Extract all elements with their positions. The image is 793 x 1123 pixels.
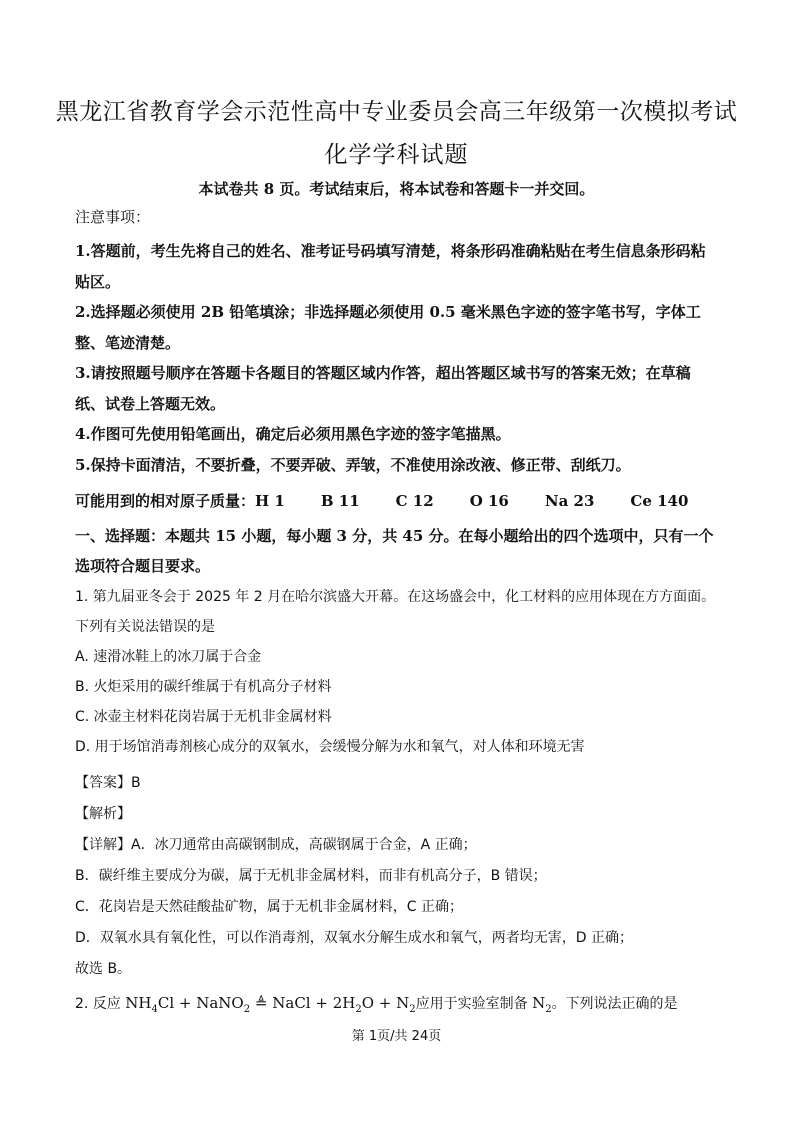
- option-c: C. 冰壶主材料花岗岩属于无机非金属材料: [75, 709, 332, 725]
- note-item: 5.保持卡面清洁，不要折叠，不要弄破、弄皱，不准使用涂改液、修正带、刮纸刀。: [75, 455, 631, 474]
- notes-list: [75, 236, 720, 480]
- subject-title: 化学学科试题: [324, 142, 469, 168]
- page-footer: 第 1页/共 24页: [351, 1029, 442, 1044]
- eq-subscript: 2: [243, 1004, 251, 1015]
- exam-subtitle: 本试卷共 8 页。考试结束后，将本试卷和答题卡一并交回。: [198, 180, 595, 198]
- note-item: 4.作图可先使用铅笔画出，确定后必须用黑色字迹的签字笔描黑。: [75, 425, 511, 443]
- atomic-masses-label: 可能用到的相对原子质量：: [75, 492, 256, 510]
- reaction-equation: [125, 994, 416, 1015]
- question-2-middle: 应用于实验室制备: [415, 996, 528, 1012]
- question-2: [75, 993, 720, 1015]
- question-2-suffix: 。下列说法正确的是: [551, 996, 678, 1012]
- atomic-masses: [75, 490, 720, 511]
- question-stem: 1. 第九届亚冬会于 2025 年 2 月在哈尔滨盛大开幕。在这场盛会中，化工材料的应用体现在方方面面。下列有关说法错误的是: [75, 589, 716, 635]
- section-heading: 一、选择题：本题共 15 小题，每小题 3 分，共 45 分。在每小题给出的四个选项中，只有一个选项符合题目要求。: [75, 527, 714, 575]
- detail-line: 【详解】A．冰刀通常由高碳钢制成，高碳钢属于合金，A 正确；: [75, 837, 477, 853]
- atomic-mass-item: Ce 140: [630, 492, 689, 510]
- eq-subscript: 4: [151, 1004, 158, 1015]
- atomic-mass-item: H 1: [255, 492, 285, 510]
- detail-line: C．花岗岩是天然硅酸盐矿物，属于无机非金属材料，C 正确；: [75, 899, 463, 915]
- eq-subscript: 2: [409, 1004, 416, 1015]
- eq-part: Cl + NaNO: [157, 994, 244, 1012]
- eq-part: O + N: [361, 994, 410, 1012]
- analysis-label: 【解析】: [75, 806, 131, 822]
- eq-arrow: ≜: [254, 994, 268, 1012]
- note-item: 1.答题前，考生先将自己的姓名、准考证号码填写清楚，将条形码准确粘贴在考生信息条形码粘贴区。: [75, 242, 706, 291]
- atomic-mass-item: Na 23: [544, 492, 595, 510]
- eq-subscript: 2: [545, 1004, 552, 1015]
- question-2-prefix: 2. 反应: [75, 996, 121, 1012]
- exam-title: 黑龙江省教育学会示范性高中专业委员会高三年级第一次模拟考试: [55, 99, 738, 125]
- atomic-mass-item: C 12: [395, 492, 434, 510]
- eq-subscript: 2: [355, 1004, 362, 1015]
- option-a: A. 速滑冰鞋上的冰刀属于合金: [75, 649, 262, 665]
- note-item: 3.请按照题号顺序在答题卡各题目的答题区域内作答，超出答题区域书写的答案无效；在草稿纸、试卷上答题无效。: [75, 364, 691, 413]
- eq-part: NaCl + 2H: [272, 994, 356, 1012]
- eq-part: NH: [125, 994, 152, 1012]
- detail-line: 故选 B。: [75, 961, 132, 977]
- option-d: D. 用于场馆消毒剂核心成分的双氧水，会缓慢分解为水和氧气，对人体和环境无害: [75, 739, 585, 755]
- target-formula: [532, 994, 552, 1015]
- answer-line: 【答案】B: [75, 775, 141, 791]
- question-1-solution: [75, 768, 720, 985]
- question-1: [75, 582, 720, 762]
- atomic-mass-item: B 11: [320, 492, 360, 510]
- atomic-mass-item: O 16: [469, 492, 509, 510]
- eq-part: N: [532, 994, 546, 1012]
- notes-heading: 注意事项：: [75, 208, 151, 226]
- option-b: B. 火炬采用的碳纤维属于有机高分子材料: [75, 679, 332, 695]
- detail-line: B．碳纤维主要成分为碳，属于无机非金属材料，而非有机高分子，B 错误；: [75, 868, 547, 884]
- detail-line: D．双氧水具有氧化性，可以作消毒剂，双氧水分解生成水和氧气，两者均无害，D 正确；: [75, 930, 634, 946]
- note-item: 2.选择题必须使用 2B 铅笔填涂；非选择题必须使用 0.5 毫米黑色字迹的签字笔书写，字体工整、笔迹清楚。: [75, 303, 701, 352]
